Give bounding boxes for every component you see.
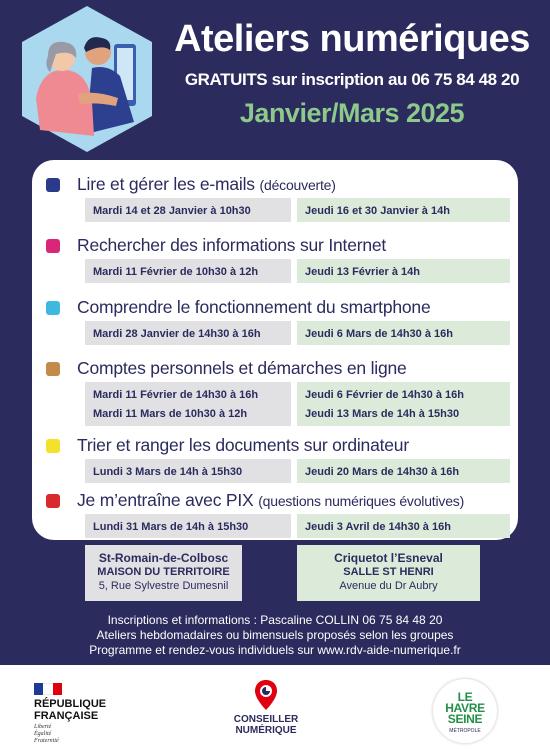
lhs-line3: SEINE [447,712,483,726]
session-criquetot [297,514,510,538]
session-criquetot [297,382,510,426]
session-date: Mardi 11 Février de 14h30 à 16h [93,389,259,401]
square-bullet-icon [46,301,60,315]
lhs-line1: LE [457,690,473,704]
location-st-romain [85,545,242,601]
session-date: Jeudi 16 et 30 Janvier à 14h [305,205,450,217]
session-criquetot [297,259,510,283]
workshop-title [77,174,336,195]
location-address: 5, Rue Sylvestre Dumesnil [98,580,229,592]
workshops-card [32,160,518,540]
workshop-title [77,235,386,256]
workshop-subtitle: (découverte) [259,177,336,193]
rf-motto-fraternite: Fraternité [34,738,59,744]
workshop-title-text: Trier et ranger les documents sur ordinateur [77,435,409,455]
session-date: Mardi 11 Mars de 10h30 à 12h [93,408,248,420]
info-frequency: Ateliers hebdomadaires ou bimensuels proposés selon les groupes [96,628,454,642]
rf-motto-egalite: Égalité [34,731,52,737]
conseiller-numerique-logo [226,679,306,736]
location-name: St-Romain-de-Colbosc [98,551,229,565]
location-address: Avenue du Dr Aubry [339,580,438,592]
rf-name-line1: RÉPUBLIQUE [34,698,107,710]
info-registration: Inscriptions et informations : Pascaline COLLIN 06 75 84 48 20 [107,613,443,627]
square-bullet-icon [46,439,60,453]
session-date: Jeudi 6 Février de 14h30 à 16h [305,389,464,401]
location-venue: MAISON DU TERRITOIRE [97,566,230,578]
rf-name-line2: FRANÇAISE [34,710,99,722]
session-date: Jeudi 6 Mars de 14h30 à 16h [305,328,453,340]
workshop-title [77,297,430,318]
workshop-sessions [85,259,510,283]
page-title: Ateliers numériques [174,18,530,60]
session-st-romain [85,382,291,426]
info-website: Programme et rendez-vous individuels sur www.rdv-aide-numerique.fr [89,643,461,657]
le-havre-seine-logo [433,679,497,743]
location-venue: SALLE ST HENRI [343,566,434,578]
workshop-title [77,490,464,511]
square-bullet-icon [46,362,60,376]
workshop-sessions [85,382,510,426]
session-date: Mardi 11 Février de 10h30 à 12h [93,266,259,278]
session-st-romain [85,198,291,222]
workshop-title-text: Lire et gérer les e-mails [77,174,255,194]
session-date: Mardi 28 Janvier de 14h30 à 16h [93,328,261,340]
session-st-romain [85,514,291,538]
session-date: Jeudi 13 Février à 14h [305,266,420,278]
lhs-line2: HAVRE [445,701,485,715]
workshop-sessions [85,321,510,345]
workshop-title-text: Rechercher des informations sur Internet [77,235,387,255]
workshop-subtitle: (questions numériques évolutives) [258,493,465,509]
session-criquetot [297,198,510,222]
session-date: Mardi 14 et 28 Janvier à 10h30 [93,205,251,217]
session-date: Lundi 3 Mars de 14h à 15h30 [93,466,243,478]
session-date: Jeudi 3 Avril de 14h30 à 16h [305,521,451,533]
footer-logos [0,665,550,750]
french-flag-icon [34,683,62,695]
people-computer-illustration-icon [22,6,152,152]
lhs-metropole: MÉTROPOLE [449,728,481,734]
session-date: Jeudi 13 Mars de 14h à 15h30 [305,408,460,420]
workshop-title [77,435,409,456]
workshop-title [77,358,407,379]
workshop-sessions [85,514,510,538]
square-bullet-icon [46,239,60,253]
rf-motto-liberte: Liberté [34,724,52,730]
location-criquetot [297,545,480,601]
workshop-title-text: Comprendre le fonctionnement du smartphone [77,297,431,317]
square-bullet-icon [46,494,60,508]
page-subtitle: GRATUITS sur inscription au 06 75 84 48 20 [184,70,520,89]
contact-info [0,613,550,658]
session-st-romain [85,259,291,283]
session-criquetot [297,459,510,483]
square-bullet-icon [46,178,60,192]
period-label: Janvier/Mars 2025 [239,98,465,128]
session-st-romain [85,321,291,345]
location-name: Criquetot l’Esneval [334,551,443,565]
session-date: Lundi 31 Mars de 14h à 15h30 [93,521,249,533]
cn-label-line1: CONSEILLER [233,714,299,725]
workshop-sessions [85,459,510,483]
location-pin-icon [254,679,278,711]
session-criquetot [297,321,510,345]
republique-francaise-logo [34,683,106,745]
session-st-romain [85,459,291,483]
cn-label-line2: NUMÉRIQUE [235,725,297,736]
session-date: Jeudi 20 Mars de 14h30 à 16h [305,466,460,478]
workshop-title-text: Comptes personnels et démarches en ligne [77,358,407,378]
workshop-title-text: Je m’entraîne avec PIX [77,490,254,510]
illustration-hexagon [22,6,152,152]
workshop-sessions [85,198,510,222]
